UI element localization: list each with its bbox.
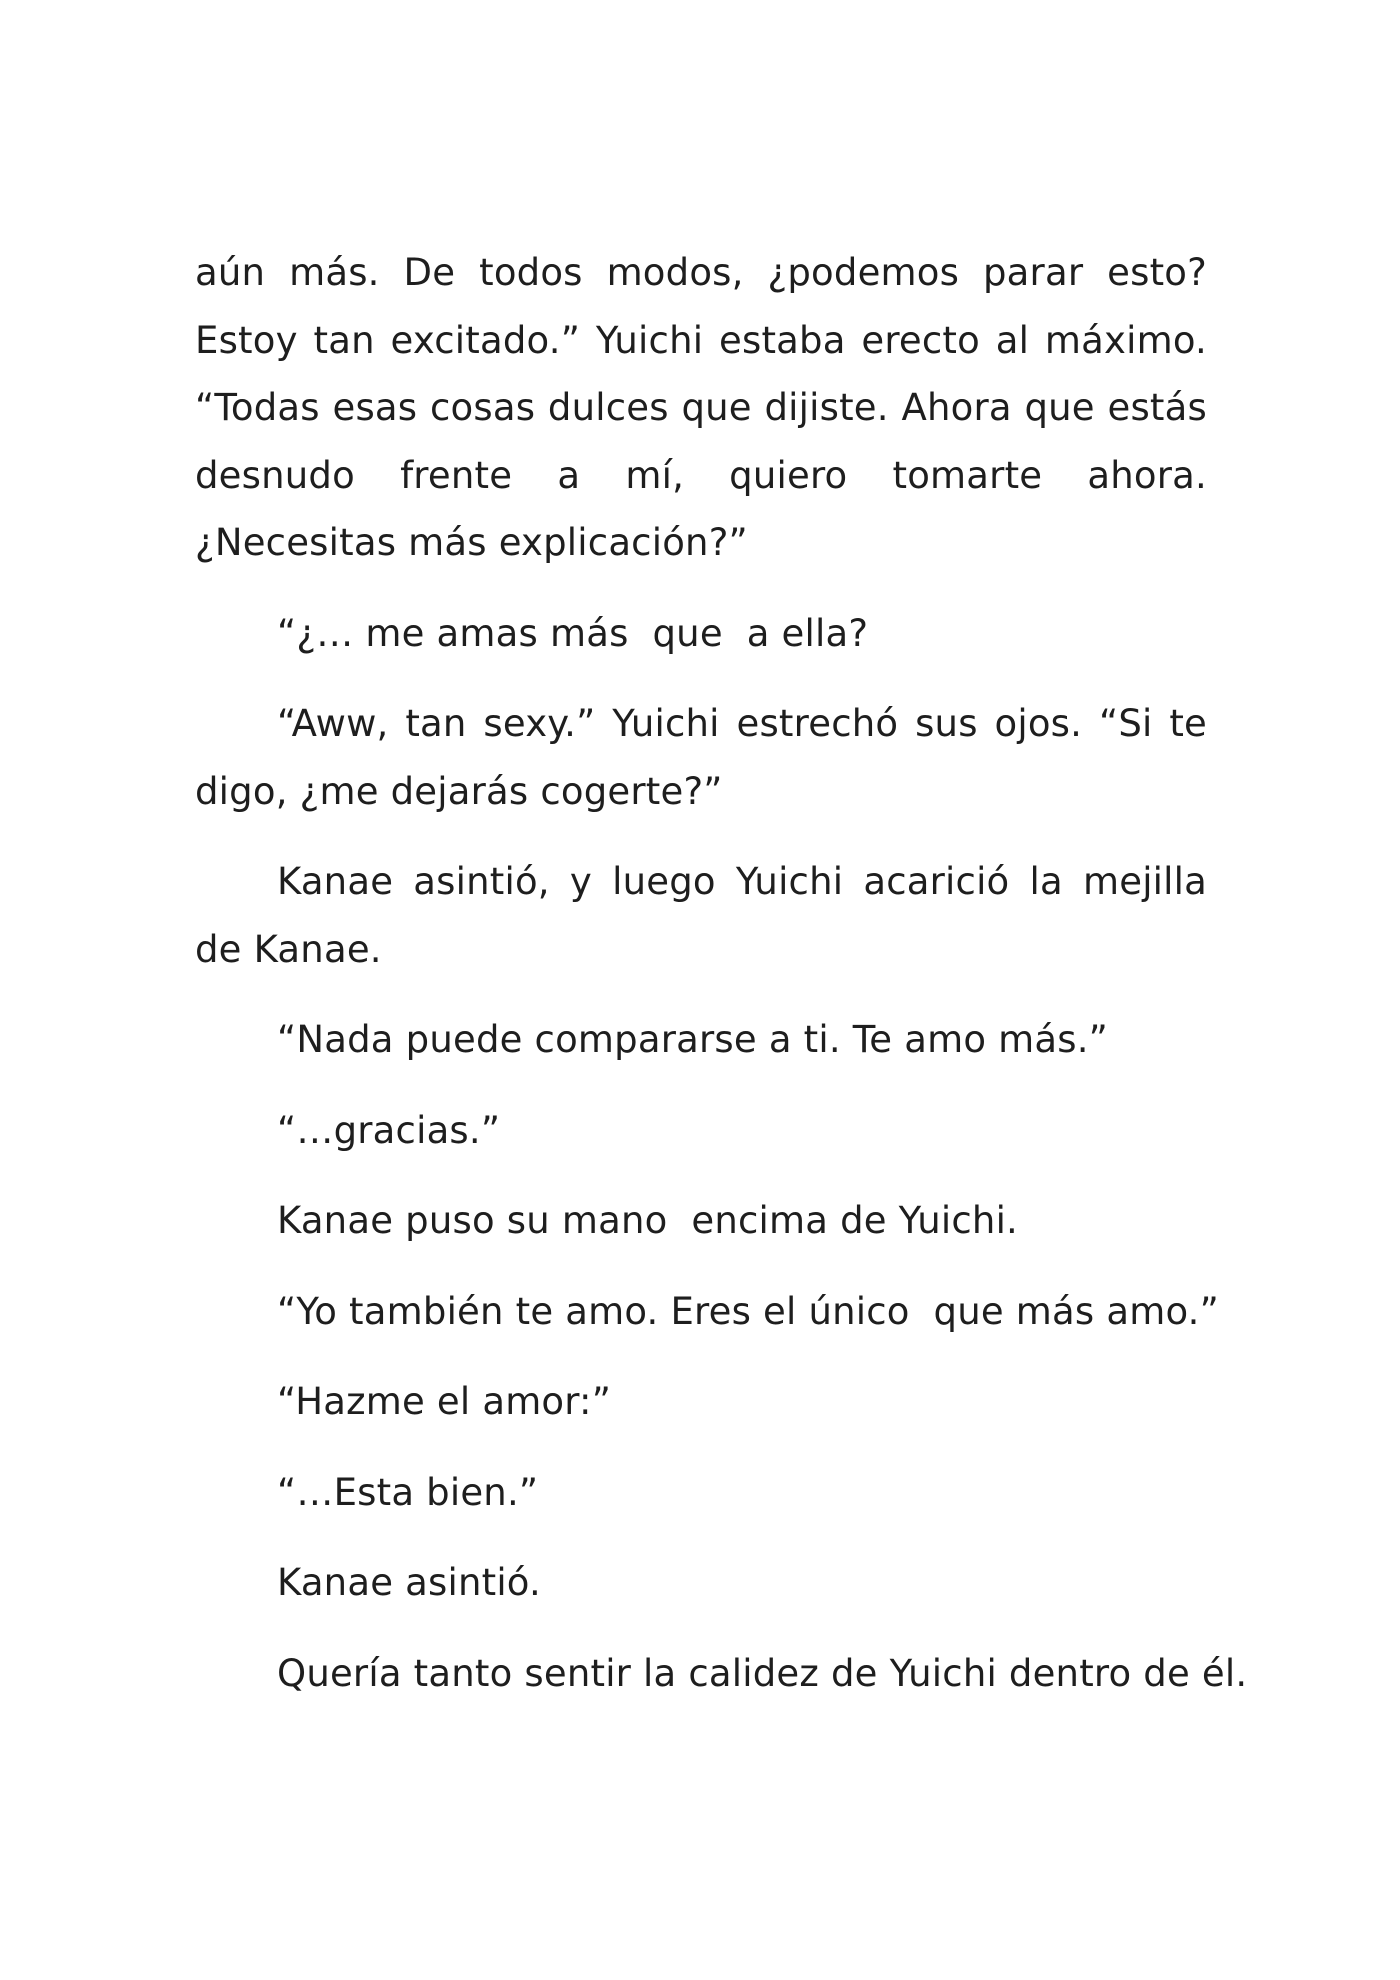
paragraph: “¿… me amas más que a ella? xyxy=(277,611,869,655)
paragraph: aún más. De todos modos, ¿podemos parar esto? Estoy tan excitado.” Yuichi estaba erecto al máximo. “Todas esas cosas dulces que dijiste. Ahora que estás desnudo frente a mí, quiero tomarte ahora. ¿Necesitas más explicación?” xyxy=(195,251,1207,564)
paragraph: “…Esta bien.” xyxy=(277,1470,539,1514)
paragraph: Kanae asintió. xyxy=(277,1561,541,1604)
paragraph: Kanae puso su mano encima de Yuichi. xyxy=(277,1199,1019,1242)
paragraph: “Yo también te amo. Eres el único que más amo.” xyxy=(277,1289,1219,1333)
paragraph: Quería tanto sentir la calidez de Yuichi dentro de él. xyxy=(277,1651,1248,1695)
body-text xyxy=(195,239,1248,1707)
paragraph: “Aww, tan sexy.” Yuichi estrechó sus ojos. “Si te digo, ¿me dejarás cogerte?” xyxy=(195,702,1207,813)
paragraph: Kanae asintió, y luego Yuichi acarició la mejilla de Kanae. xyxy=(195,860,1207,971)
paragraph: “…gracias.” xyxy=(277,1108,501,1152)
paragraph: “Hazme el amor:” xyxy=(277,1380,612,1423)
paragraph: “Nada puede compararse a ti. Te amo más.” xyxy=(277,1018,1109,1061)
